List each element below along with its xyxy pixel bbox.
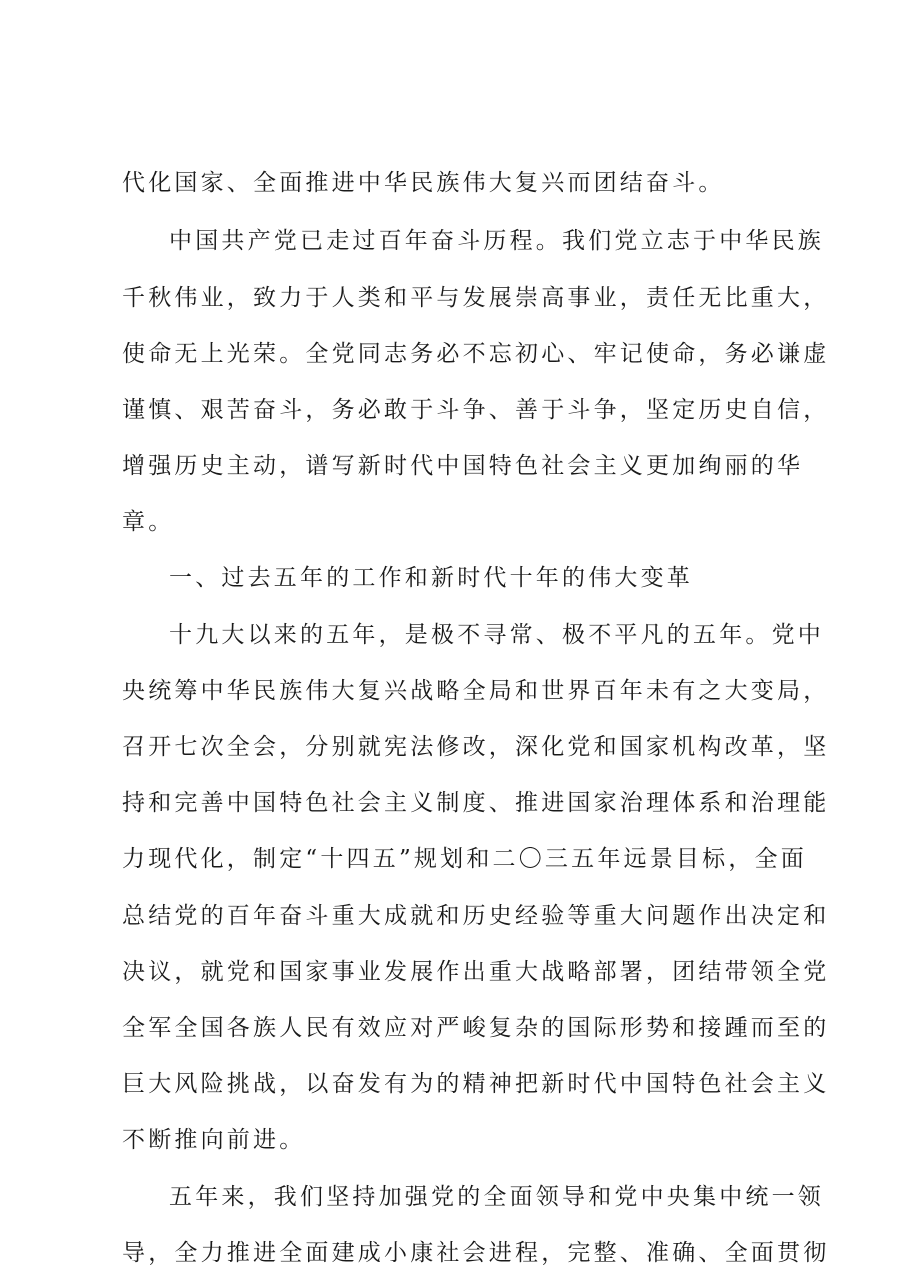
paragraph-start-line-19: 五年来，我们坚持加强党的全面领导和党中央集中统一领 <box>169 1184 824 1210</box>
text-line-14: 总结党的百年奋斗重大成就和历史经验等重大问题作出决定和 <box>122 903 830 929</box>
text-line-12: 持和完善中国特色社会主义制度、推进国家治理体系和治理能 <box>122 790 830 816</box>
text-line-20: 导，全力推进全面建成小康社会进程，完整、准确、全面贯彻 <box>122 1240 830 1266</box>
text-line-1: 代化国家、全面推进中华民族伟大复兴而团结奋斗。 <box>122 170 725 196</box>
text-line-11: 召开七次全会，分别就宪法修改，深化党和国家机构改革，坚 <box>122 734 830 760</box>
text-line-3: 千秋伟业，致力于人类和平与发展崇高事业，责任无比重大， <box>122 285 830 311</box>
text-line-10: 央统筹中华民族伟大复兴战略全局和世界百年未有之大变局， <box>122 678 830 704</box>
paragraph-start-line-2: 中国共产党已走过百年奋斗历程。我们党立志于中华民族 <box>169 228 824 254</box>
section-heading: 一、过去五年的工作和新时代十年的伟大变革 <box>169 565 693 591</box>
text-line-16: 全军全国各族人民有效应对严峻复杂的国际形势和接踵而至的 <box>122 1015 830 1041</box>
text-line-15: 决议，就党和国家事业发展作出重大战略部署，团结带领全党 <box>122 959 830 985</box>
text-line-13: 力现代化，制定“十四五”规划和二〇三五年远景目标，全面 <box>122 846 807 872</box>
text-line-6: 增强历史主动，谱写新时代中国特色社会主义更加绚丽的华 <box>122 453 804 479</box>
text-line-4: 使命无上光荣。全党同志务必不忘初心、牢记使命，务必谦虚 <box>122 341 830 367</box>
text-line-7: 章。 <box>122 509 175 535</box>
text-line-17: 巨大风险挑战，以奋发有为的精神把新时代中国特色社会主义 <box>122 1071 830 1097</box>
text-line-18: 不断推向前进。 <box>122 1127 306 1153</box>
text-line-5: 谨慎、艰苦奋斗，务必敢于斗争、善于斗争，坚定历史自信， <box>122 397 830 423</box>
paragraph-start-line-9: 十九大以来的五年，是极不寻常、极不平凡的五年。党中 <box>169 622 824 648</box>
